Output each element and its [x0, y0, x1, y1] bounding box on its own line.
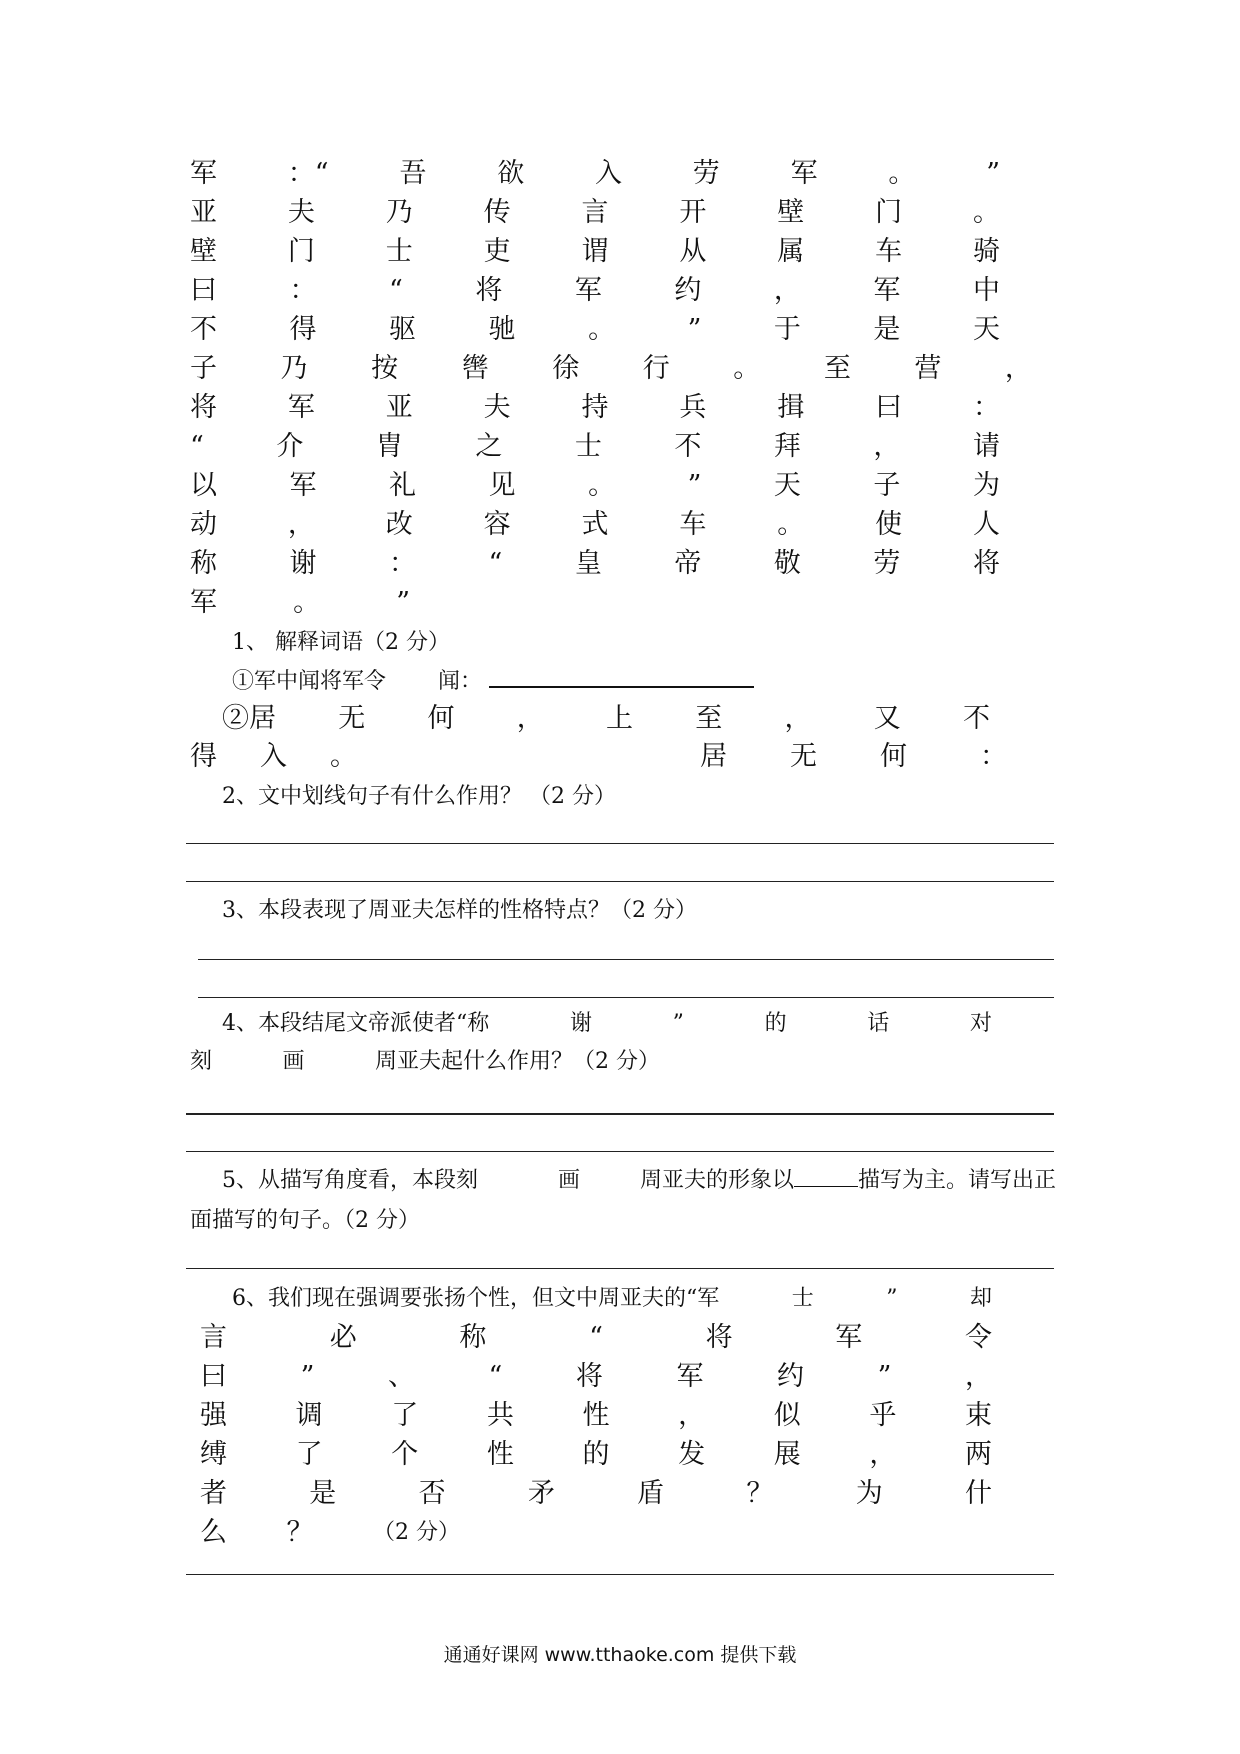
- q4-line1-segment: 谢: [569, 1011, 592, 1036]
- q5-text-a: 5、从描写角度看，本段刻: [222, 1168, 478, 1193]
- q6-char: ，: [678, 1400, 706, 1431]
- passage-char: 。: [888, 158, 916, 189]
- q1-item2-char: ，: [784, 703, 812, 734]
- q4-answer-line-1[interactable]: [186, 1113, 1054, 1115]
- passage-line: [190, 584, 410, 622]
- q6-char: 强: [200, 1400, 227, 1431]
- passage-char: ”: [986, 158, 1000, 189]
- q6-char: 将: [575, 1361, 603, 1392]
- q6-char: 约: [777, 1361, 804, 1392]
- q1-item2-char: 至: [695, 703, 723, 734]
- passage-char: “: [488, 548, 503, 579]
- passage-char: 容: [483, 509, 511, 540]
- passage-char: ，: [287, 509, 315, 540]
- passage-char: 中: [972, 275, 1000, 306]
- passage-line: [190, 194, 1000, 232]
- q6-char: 者: [200, 1478, 227, 1509]
- passage-char: “: [190, 431, 204, 462]
- passage-char: “: [389, 275, 403, 306]
- q4-question-line-1: [222, 1005, 992, 1043]
- passage-char: 驱: [389, 314, 417, 345]
- q6-char: 却: [969, 1286, 992, 1311]
- passage-char: 。: [293, 587, 321, 618]
- passage-char: 车: [679, 509, 707, 540]
- passage-char: 兵: [679, 392, 707, 423]
- q1-item2-char: 上: [606, 703, 633, 734]
- passage-char: 将: [190, 392, 217, 423]
- passage-char: 使: [875, 509, 903, 540]
- q4-line1-segment: ”: [672, 1011, 684, 1036]
- passage-char: 乃: [385, 197, 413, 228]
- passage-char: 属: [777, 236, 805, 267]
- passage-char: 士: [385, 236, 413, 267]
- q6-char: ？: [746, 1478, 774, 1509]
- q3-answer-line-1[interactable]: [198, 959, 1054, 960]
- q6-char: 否: [418, 1478, 446, 1509]
- q6-char: 称: [459, 1322, 487, 1353]
- q6-char: （2 分）: [373, 1520, 460, 1545]
- q6-char: 军: [676, 1361, 704, 1392]
- passage-char: ，: [1004, 353, 1032, 384]
- q1-item2-cont-char: 入: [260, 741, 287, 772]
- passage-char: 门: [287, 236, 315, 267]
- passage-char: 行: [642, 353, 670, 384]
- passage-char: ：: [973, 392, 1000, 423]
- q1-item2-line: [222, 700, 990, 738]
- q6-line: [200, 1514, 460, 1552]
- passage-char: 劳: [873, 548, 901, 579]
- passage-char: 敬: [773, 548, 801, 579]
- passage-char: 之: [475, 431, 503, 462]
- q4-line1-segment: 4、本段结尾文帝派使者“称: [222, 1011, 490, 1036]
- q1-item2-char: 无: [338, 703, 366, 734]
- passage-char: 称: [190, 548, 217, 579]
- passage-char: ”: [687, 314, 702, 345]
- passage-char: 得: [289, 314, 317, 345]
- passage-char: 皇: [574, 548, 602, 579]
- passage-char: 为: [972, 470, 1000, 501]
- passage-char: 揖: [777, 392, 805, 423]
- q6-char: 将: [705, 1322, 733, 1353]
- passage-char: 于: [773, 314, 801, 345]
- passage-char: 。: [588, 314, 616, 345]
- q6-char: 军: [835, 1322, 863, 1353]
- passage-char: ：: [389, 548, 417, 579]
- q4-line2-segment: 刻: [190, 1049, 213, 1074]
- passage-char: 将: [475, 275, 503, 306]
- passage-char: 是: [873, 314, 901, 345]
- passage-char: 介: [276, 431, 304, 462]
- q4-line1-segment: 话: [867, 1011, 890, 1036]
- q6-line: [200, 1436, 992, 1474]
- passage-char: 门: [875, 197, 903, 228]
- passage-char: 以: [190, 470, 217, 501]
- passage-char: 吾: [399, 158, 427, 189]
- q1-item2-char: 又: [873, 703, 901, 734]
- passage-char: ”: [396, 587, 410, 618]
- page-footer: 通通好课网 www.tthaoke.com 提供下载: [443, 1644, 797, 1666]
- q6-char: 必: [329, 1322, 357, 1353]
- passage-char: 从: [679, 236, 707, 267]
- passage-char: 约: [674, 275, 702, 306]
- q1-item2-char: ，: [516, 703, 544, 734]
- q6-char: 似: [773, 1400, 801, 1431]
- q4-line1-segment: 的: [764, 1011, 787, 1036]
- passage-char: 。: [588, 470, 616, 501]
- q6-answer-line[interactable]: [186, 1574, 1054, 1575]
- passage-char: 子: [190, 353, 217, 384]
- q1-item1-word: 闻：: [438, 669, 483, 694]
- passage-char: 车: [875, 236, 903, 267]
- q1-item2-cont-char: 何: [880, 741, 907, 772]
- q6-char: 束: [965, 1400, 992, 1431]
- q3-answer-line-2[interactable]: [198, 997, 1054, 998]
- q6-char: 是: [309, 1478, 337, 1509]
- passage-char: 。: [733, 353, 761, 384]
- q6-line: [200, 1475, 992, 1513]
- q6-char: “: [589, 1322, 603, 1353]
- q6-char: 为: [855, 1478, 883, 1509]
- q4-line1-segment: 对: [969, 1011, 992, 1036]
- q1-item2-cont-char: 居: [700, 741, 727, 772]
- passage-line: [190, 233, 1000, 271]
- q4-line2-segment: 画: [282, 1049, 305, 1074]
- q4-line2-segment: 周亚夫起什么作用？（2 分）: [375, 1049, 660, 1074]
- q3-title: 3、本段表现了周亚夫怎样的性格特点？（2 分）: [222, 898, 697, 923]
- q6-char: 性: [582, 1400, 610, 1431]
- passage-char: 乃: [280, 353, 308, 384]
- q6-line: [200, 1319, 992, 1357]
- passage-char: 入: [595, 158, 622, 189]
- q1-item2-char: 何: [427, 703, 455, 734]
- passage-char: 军: [289, 470, 317, 501]
- passage-char: ，: [773, 275, 801, 306]
- q5-question-line-2: 面描写的句子。（2 分）: [190, 1208, 420, 1233]
- passage-char: 曰: [875, 392, 903, 423]
- q5-text-c: 周亚夫的形象以: [640, 1168, 795, 1193]
- passage-char: 言: [581, 197, 609, 228]
- q4-question-line-2: [190, 1043, 660, 1081]
- passage-char: 请: [972, 431, 1000, 462]
- passage-char: ：“: [287, 158, 329, 189]
- q6-char: ，: [869, 1439, 897, 1470]
- q6-char: ”: [877, 1361, 892, 1392]
- q6-char: 6、我们现在强调要张扬个性，但文中周亚夫的“军: [232, 1286, 720, 1311]
- passage-line: [190, 311, 1000, 349]
- passage-char: 亚: [190, 197, 217, 228]
- passage-char: 军: [574, 275, 602, 306]
- passage-char: 欲: [497, 158, 525, 189]
- passage-char: 驰: [488, 314, 516, 345]
- q1-item1-text: ①军中闻将军令: [232, 669, 387, 694]
- passage-char: 徐: [552, 353, 580, 384]
- passage-char: 军: [287, 392, 315, 423]
- passage-char: ”: [687, 470, 702, 501]
- passage-char: 壁: [777, 197, 805, 228]
- q1-item1-answer-blank[interactable]: [489, 664, 754, 688]
- q5-answer-line[interactable]: [186, 1268, 1054, 1269]
- q6-char: 了: [391, 1400, 419, 1431]
- q6-char: 的: [582, 1439, 610, 1470]
- q6-char: 展: [773, 1439, 801, 1470]
- q6-char: 矛: [527, 1478, 555, 1509]
- passage-char: 夫: [483, 392, 511, 423]
- q6-char: 了: [295, 1439, 323, 1470]
- passage-char: 。: [777, 509, 805, 540]
- q2-answer-line-2[interactable]: [186, 881, 1054, 882]
- q6-char: 、: [387, 1361, 415, 1392]
- q6-line: [200, 1397, 992, 1435]
- q6-char: ？: [286, 1517, 314, 1548]
- passage-char: 按: [371, 353, 399, 384]
- passage-char: 劳: [692, 158, 720, 189]
- q6-char: 盾: [637, 1478, 665, 1509]
- q6-char: 么: [200, 1517, 227, 1548]
- q6-char: ”: [300, 1361, 315, 1392]
- q6-char: 性: [486, 1439, 514, 1470]
- passage-char: 式: [581, 509, 609, 540]
- passage-char: 曰: [190, 275, 217, 306]
- passage-line: [190, 428, 1000, 466]
- passage-char: 谢: [289, 548, 317, 579]
- passage-line: [190, 545, 1000, 583]
- q1-item1: [232, 663, 754, 701]
- q2-title: 2、文中划线句子有什么作用？ （2 分）: [222, 784, 616, 809]
- passage-char: 谓: [581, 236, 609, 267]
- q1-item2-line-cont: [190, 738, 1007, 776]
- q6-char: 个: [391, 1439, 419, 1470]
- passage-char: 壁: [190, 236, 217, 267]
- q4-answer-line-2[interactable]: [186, 1151, 1054, 1152]
- passage-char: 辔: [461, 353, 489, 384]
- q1-item2-cont-char: 。: [330, 741, 357, 772]
- passage-char: 至: [823, 353, 851, 384]
- passage-char: 军: [190, 158, 217, 189]
- passage-char: 军: [873, 275, 901, 306]
- passage-char: ，: [873, 431, 901, 462]
- q6-char: 缚: [200, 1439, 227, 1470]
- q6-char: 共: [486, 1400, 514, 1431]
- passage-line: [190, 350, 1032, 388]
- passage-char: 拜: [773, 431, 801, 462]
- passage-line: [190, 506, 1000, 544]
- passage-char: ：: [289, 275, 317, 306]
- q2-answer-line-1[interactable]: [186, 843, 1054, 844]
- q6-char: 言: [200, 1322, 227, 1353]
- passage-char: 子: [873, 470, 901, 501]
- q1-title: 1、 解释词语（2 分）: [232, 630, 450, 655]
- passage-line: [190, 467, 1000, 505]
- q1-item2-char: 不: [963, 703, 990, 734]
- q5-text-b: 画: [558, 1168, 581, 1193]
- q5-fill-blank[interactable]: [794, 1166, 858, 1187]
- q6-char: 发: [678, 1439, 706, 1470]
- passage-char: 帝: [674, 548, 702, 579]
- passage-char: 骑: [973, 236, 1000, 267]
- q5-text-d: 描写为主。请写出正: [858, 1168, 1057, 1193]
- q6-char: ”: [886, 1286, 898, 1311]
- q6-char: 令: [964, 1322, 992, 1353]
- passage-char: 传: [483, 197, 511, 228]
- passage-char: 亚: [385, 392, 413, 423]
- q6-char: 乎: [869, 1400, 897, 1431]
- passage-char: 天: [773, 470, 801, 501]
- passage-char: 不: [674, 431, 702, 462]
- q1-item2-cont-char: 无: [790, 741, 817, 772]
- q1-item2-cont-char: ：: [980, 741, 1007, 772]
- q6-line: [232, 1280, 992, 1318]
- q6-char: ，: [964, 1361, 992, 1392]
- passage-char: 。: [973, 197, 1000, 228]
- passage-char: 人: [973, 509, 1000, 540]
- passage-char: 不: [190, 314, 217, 345]
- passage-char: 持: [581, 392, 609, 423]
- q1-item2-char: ②居: [222, 703, 276, 734]
- passage-line: [190, 155, 1000, 193]
- passage-line: [190, 389, 1000, 427]
- passage-char: 改: [385, 509, 413, 540]
- passage-char: 将: [972, 548, 1000, 579]
- passage-char: 吏: [483, 236, 511, 267]
- passage-line: [190, 272, 1000, 310]
- q5-question-line-1: [222, 1162, 1056, 1200]
- q6-char: 调: [295, 1400, 323, 1431]
- passage-char: 开: [679, 197, 707, 228]
- passage-char: 营: [914, 353, 942, 384]
- passage-char: 动: [190, 509, 217, 540]
- passage-char: 见: [488, 470, 516, 501]
- q6-char: 两: [965, 1439, 992, 1470]
- passage-char: 夫: [287, 197, 315, 228]
- q1-item2-cont-char: 得: [190, 741, 217, 772]
- passage-char: 军: [790, 158, 818, 189]
- passage-char: 礼: [389, 470, 417, 501]
- q6-char: 曰: [200, 1361, 227, 1392]
- q6-char: 什: [964, 1478, 992, 1509]
- q6-char: “: [488, 1361, 503, 1392]
- passage-char: 天: [972, 314, 1000, 345]
- passage-char: 军: [190, 587, 217, 618]
- q6-char: 士: [791, 1286, 814, 1311]
- q6-line: [200, 1358, 992, 1396]
- passage-char: 胄: [375, 431, 403, 462]
- passage-char: 士: [574, 431, 602, 462]
